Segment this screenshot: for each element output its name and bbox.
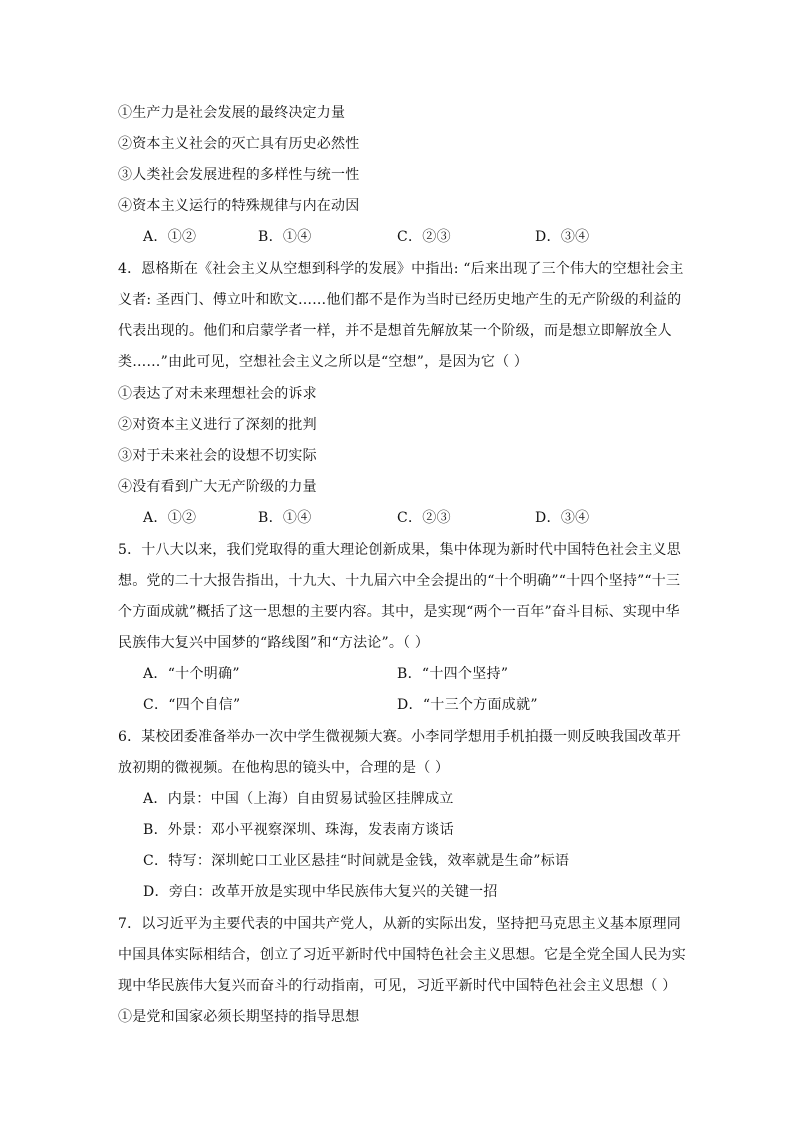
q6-stem-line-2: 放初期的微视频。在他构思的镜头中，合理的是（ ） — [118, 760, 450, 776]
q5-option-a: A．“十个明确” — [143, 666, 240, 682]
q6-option-c: C．特写：深圳蛇口工业区悬挂“时间就是金钱，效率就是生命”标语 — [143, 853, 570, 869]
q4-stem-line-2: 义者: 圣西门、傅立叶和欧文……他们都不是作为当时已经历史地产生的无产阶级的利益的 — [118, 292, 682, 308]
q7-stem-line-3: 现中华民族伟大复兴而奋斗的行动指南，可见，习近平新时代中国特色社会主义思想（ ） — [118, 978, 677, 994]
q7-stem-line-2: 中国具体实际相结合，创立了习近平新时代中国特色社会主义思想。它是全党全国人民为实 — [118, 947, 686, 963]
q4-option-c: C．②③ — [397, 510, 451, 526]
q5-stem-line-4: 民族伟大复兴中国梦的“路线图”和“方法论”。（ ） — [118, 635, 430, 651]
q6-option-b: B．外景：邓小平视察深圳、珠海，发表南方谈话 — [143, 822, 454, 838]
q3-item-3: ③人类社会发展进程的多样性与统一性 — [118, 167, 360, 183]
q4-stem-line-1: 4．恩格斯在《社会主义从空想到科学的发展》中指出: “后来出现了三个伟大的空想社会主 — [118, 261, 684, 277]
q3-item-1: ①生产力是社会发展的最终决定力量 — [118, 105, 346, 121]
q4-item-3: ③对于未来社会的设想不切实际 — [118, 448, 317, 464]
q5-option-d: D．“十三个方面成就” — [397, 697, 538, 713]
q5-option-c: C．“四个自信” — [143, 697, 241, 713]
q4-option-b: B．①④ — [258, 510, 312, 526]
q4-item-4: ④没有看到广大无产阶级的力量 — [118, 479, 317, 495]
q6-option-a: A．内景：中国（上海）自由贸易试验区挂牌成立 — [143, 791, 454, 807]
q4-option-a: A．①② — [143, 510, 197, 526]
q6-stem-line-1: 6．某校团委准备举办一次中学生微视频大赛。小李同学想用手机拍摄一则反映我国改革开 — [118, 729, 681, 745]
q3-option-a: A．①② — [143, 229, 197, 245]
q3-option-c: C．②③ — [397, 229, 451, 245]
q5-stem-line-1: 5．十八大以来，我们党取得的重大理论创新成果，集中体现为新时代中国特色社会主义思 — [118, 542, 681, 558]
q3-item-2: ②资本主义社会的灭亡具有历史必然性 — [118, 136, 360, 152]
q3-option-b: B．①④ — [258, 229, 312, 245]
q4-option-d: D．③④ — [535, 510, 590, 526]
q6-option-d: D．旁白：改革开放是实现中华民族伟大复兴的关键一招 — [143, 884, 498, 900]
q5-option-b: B．“十四个坚持” — [397, 666, 509, 682]
q7-item-1: ①是党和国家必须长期坚持的指导思想 — [118, 1009, 360, 1025]
q3-item-4: ④资本主义运行的特殊规律与内在动因 — [118, 198, 360, 214]
q3-option-d: D．③④ — [535, 229, 590, 245]
q4-stem-line-4: 类……”由此可见，空想社会主义之所以是“空想”，是因为它（ ） — [118, 354, 529, 370]
q5-stem-line-2: 想。党的二十大报告指出，十九大、十九届六中全会提出的“十个明确”“十四个坚持”“十三 — [118, 573, 681, 589]
q7-stem-line-1: 7．以习近平为主要代表的中国共产党人，从新的实际出发，坚持把马克思主义基本原理同 — [118, 916, 681, 932]
q5-stem-line-3: 个方面成就”概括了这一思想的主要内容。其中，是实现“两个一百年”奋斗目标、实现中华 — [118, 604, 680, 620]
q4-item-2: ②对资本主义进行了深刻的批判 — [118, 417, 317, 433]
q4-stem-line-3: 代表出现的。他们和启蒙学者一样，并不是想首先解放某一个阶级，而是想立即解放全人 — [118, 323, 672, 339]
q4-item-1: ①表达了对未来理想社会的诉求 — [118, 386, 317, 402]
